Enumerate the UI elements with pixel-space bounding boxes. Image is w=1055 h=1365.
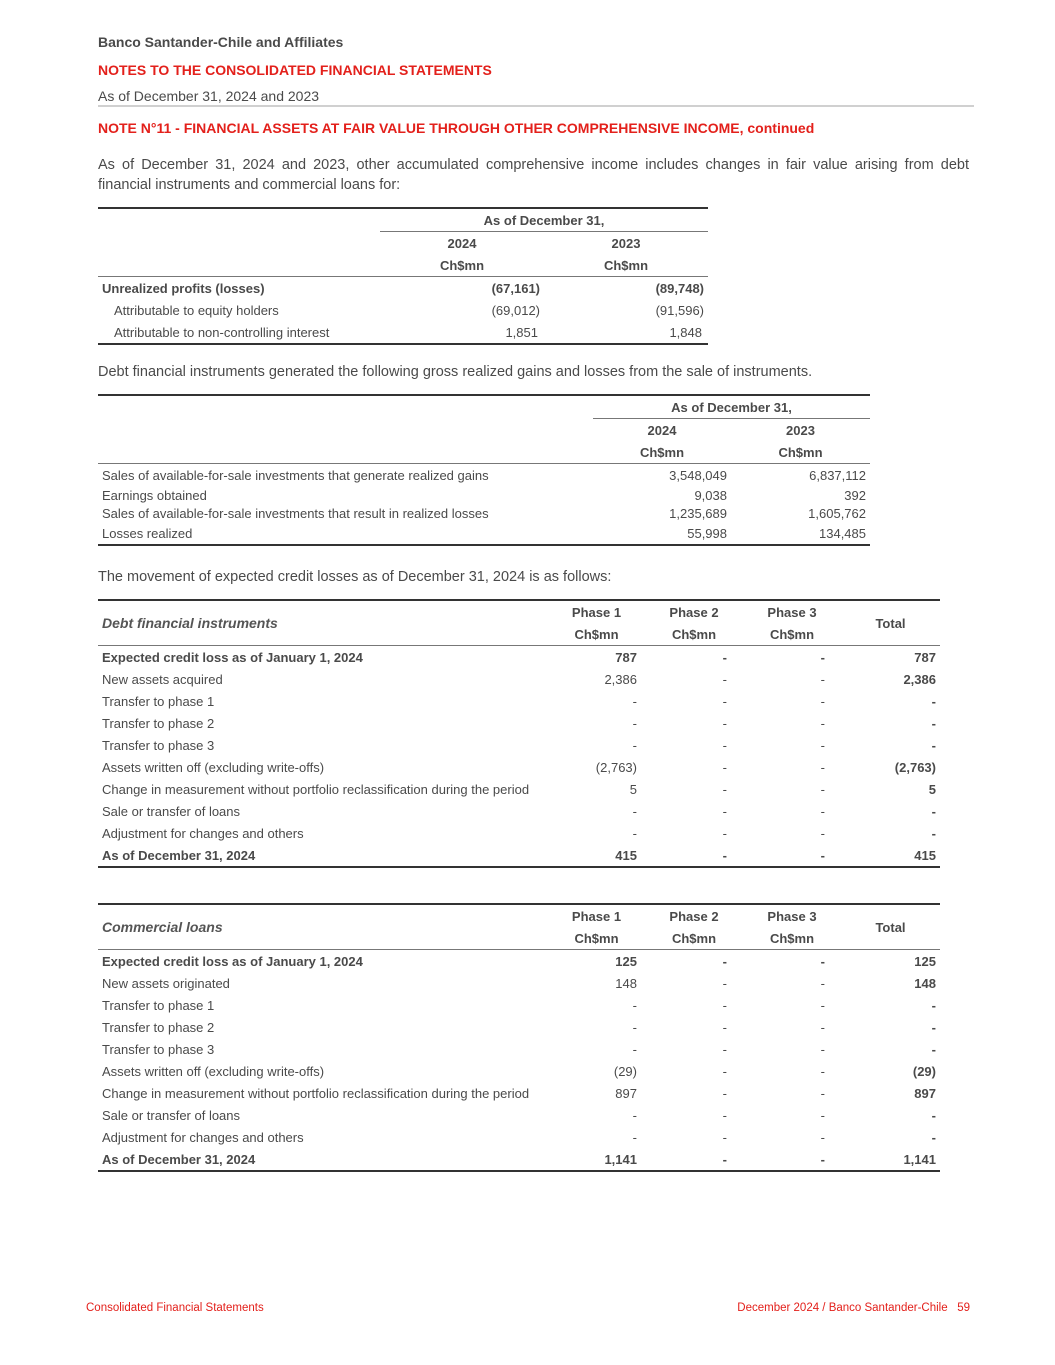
phase-2-cell: -	[722, 693, 727, 709]
unit-header: Ch$mn	[769, 930, 815, 946]
unit-header: Ch$mn	[671, 930, 717, 946]
phase-1-cell: 148	[615, 975, 637, 991]
phase-3-cell: -	[820, 1129, 825, 1145]
table-row	[98, 1104, 940, 1126]
phase-1-cell: -	[632, 737, 637, 753]
phase-2-header: Phase 2	[669, 604, 719, 620]
row-label: Assets written off (excluding write-offs)	[102, 1063, 325, 1079]
total-cell: -	[931, 1041, 936, 1057]
phase-1-cell: 415	[615, 847, 637, 863]
total-cell: -	[931, 693, 936, 709]
row-label: Transfer to phase 2	[102, 715, 215, 731]
row-label: Transfer to phase 3	[102, 1041, 215, 1057]
total-cell: -	[931, 1129, 936, 1145]
table1-year-2024: 2024	[447, 235, 477, 251]
row-label: Change in measurement without portfolio reclassification during the period	[102, 1085, 530, 1101]
table1-unit: Ch$mn	[603, 257, 649, 273]
phase-2-cell: -	[722, 825, 727, 841]
total-cell: -	[931, 1019, 936, 1035]
row-label: Transfer to phase 1	[102, 997, 215, 1013]
phase-3-cell: -	[820, 1019, 825, 1035]
table-title: Commercial loans	[102, 919, 223, 935]
total-cell: (2,763)	[894, 759, 936, 775]
cell-2024: 1,851	[505, 324, 538, 340]
row-label: Transfer to phase 1	[102, 693, 215, 709]
phase-2-cell: -	[722, 803, 727, 819]
cell-2023: 392	[844, 487, 866, 503]
total-cell: -	[931, 803, 936, 819]
phase-3-cell: -	[820, 1041, 825, 1057]
unit-header: Ch$mn	[574, 626, 619, 642]
row-label: Expected credit loss as of January 1, 2024	[102, 649, 363, 665]
phase-1-cell: (29)	[613, 1063, 637, 1079]
row-label: Earnings obtained	[102, 487, 207, 503]
footer-report-label: December 2024 / Banco Santander-Chile	[737, 1302, 948, 1314]
phase-3-cell: -	[820, 715, 825, 731]
table-row	[98, 800, 940, 822]
phase-2-cell: -	[722, 671, 727, 687]
table-row	[98, 299, 708, 321]
total-cell: -	[931, 1107, 936, 1123]
cell-2023: 6,837,112	[809, 467, 866, 483]
row-label: As of December 31, 2024	[102, 1151, 256, 1167]
row-label: Change in measurement without portfolio reclassification during the period	[102, 781, 530, 797]
report-date: As of December 31, 2024 and 2023	[98, 88, 320, 104]
phase-2-cell: -	[722, 1063, 727, 1079]
total-cell: 787	[914, 649, 936, 665]
cell-2024: 55,998	[687, 525, 727, 541]
total-cell: -	[931, 997, 936, 1013]
phase-1-cell: -	[632, 803, 637, 819]
unit-header: Ch$mn	[671, 626, 717, 642]
table-row	[98, 486, 870, 504]
phase-2-cell: -	[722, 997, 727, 1013]
phase-1-cell: -	[632, 693, 637, 709]
table-row	[98, 504, 870, 522]
phase-2-cell: -	[722, 1085, 727, 1101]
phase-1-cell: -	[632, 997, 637, 1013]
ecl-debt-instruments-table	[98, 599, 940, 868]
phase-2-cell: -	[722, 1151, 727, 1167]
phase-2-cell: -	[722, 1019, 727, 1035]
phase-3-cell: -	[820, 759, 825, 775]
phase-3-cell: -	[820, 671, 825, 687]
phase-2-cell: -	[722, 781, 727, 797]
cell-2024: 3,548,049	[669, 467, 727, 483]
phase-2-cell: -	[722, 1107, 727, 1123]
table-row	[98, 822, 940, 844]
row-label: Transfer to phase 2	[102, 1019, 215, 1035]
table2-group-header: As of December 31,	[593, 395, 870, 419]
total-cell: 415	[914, 847, 936, 863]
table-row	[98, 844, 940, 867]
cell-2024: (69,012)	[491, 302, 540, 318]
phase-3-cell: -	[820, 1107, 825, 1123]
phase-1-cell: 897	[615, 1085, 637, 1101]
table-row	[98, 668, 940, 690]
table-row	[98, 1016, 940, 1038]
phase-3-cell: -	[820, 693, 825, 709]
cell-2023: (89,748)	[655, 280, 704, 296]
phase-3-header: Phase 3	[767, 604, 817, 620]
phase-1-cell: -	[632, 1041, 637, 1057]
row-label: Adjustment for changes and others	[102, 825, 304, 841]
table-row	[98, 1060, 940, 1082]
cell-2023: 1,848	[669, 324, 702, 340]
table-row	[98, 994, 940, 1016]
phase-2-cell: -	[722, 1041, 727, 1057]
total-header: Total	[875, 615, 906, 631]
table-row	[98, 756, 940, 778]
phase-1-cell: 787	[615, 649, 637, 665]
table-row	[98, 950, 940, 973]
phase-2-cell: -	[722, 759, 727, 775]
phase-3-cell: -	[820, 825, 825, 841]
page-number: 59	[957, 1302, 970, 1314]
phase-3-cell: -	[820, 847, 825, 863]
phase-3-cell: -	[820, 781, 825, 797]
row-label: Expected credit loss as of January 1, 2024	[102, 953, 363, 969]
phase-2-cell: -	[722, 715, 727, 731]
phase-1-cell: (2,763)	[595, 759, 637, 775]
table-row	[98, 1126, 940, 1148]
table-title: Debt financial instruments	[102, 615, 278, 631]
total-cell: 1,141	[903, 1151, 936, 1167]
ecl-debt-body	[98, 646, 940, 868]
table-row	[98, 972, 940, 994]
oci-changes-table	[98, 207, 708, 345]
notes-title: NOTES TO THE CONSOLIDATED FINANCIAL STATEMENTS	[98, 62, 492, 78]
phase-2-cell: -	[722, 737, 727, 753]
phase-3-cell: -	[820, 975, 825, 991]
phase-2-cell: -	[722, 847, 727, 863]
total-cell: -	[931, 825, 936, 841]
table2-year-2023: 2023	[786, 422, 815, 438]
table1-group-header: As of December 31,	[380, 208, 708, 232]
cell-2024: 9,038	[694, 487, 727, 503]
row-label: Attributable to non-controlling interest	[114, 324, 330, 340]
phase-1-cell: -	[632, 825, 637, 841]
row-label: Unrealized profits (losses)	[102, 280, 265, 296]
realized-gains-table	[98, 394, 870, 546]
phase-3-cell: -	[820, 1085, 825, 1101]
total-cell: -	[931, 715, 936, 731]
footer-page-info	[737, 1302, 970, 1314]
table-row	[98, 277, 708, 300]
table-row	[98, 321, 708, 344]
table-row	[98, 690, 940, 712]
phase-1-cell: -	[632, 1129, 637, 1145]
phase-2-cell: -	[722, 649, 727, 665]
row-label: Losses realized	[102, 525, 193, 541]
note-title: NOTE N°11 - FINANCIAL ASSETS AT FAIR VALUE THROUGH OTHER COMPREHENSIVE INCOME, continued	[98, 120, 815, 136]
phase-3-cell: -	[820, 953, 825, 969]
phase-3-cell: -	[820, 737, 825, 753]
row-label: Transfer to phase 3	[102, 737, 215, 753]
table-row	[98, 1082, 940, 1104]
phase-3-header: Phase 3	[767, 908, 817, 924]
table2-unit: Ch$mn	[778, 444, 823, 460]
table1-unit: Ch$mn	[439, 257, 485, 273]
phase-1-header: Phase 1	[571, 604, 622, 620]
total-cell: 2,386	[903, 671, 936, 687]
table-row	[98, 778, 940, 800]
intro-paragraph: As of December 31, 2024 and 2023, other accumulated comprehensive income includes changes in fair value arising from debt financial instruments and commercial loans for:	[98, 157, 969, 193]
cell-2024: (67,161)	[491, 280, 540, 296]
total-cell: -	[931, 737, 936, 753]
phase-1-cell: -	[632, 715, 637, 731]
phase-1-cell: 125	[615, 953, 637, 969]
phase-3-cell: -	[820, 1151, 825, 1167]
header-divider	[98, 105, 974, 107]
unit-header: Ch$mn	[574, 930, 619, 946]
row-label: Sales of available-for-sale investments that result in realized losses	[102, 505, 489, 521]
table1-year-2023: 2023	[611, 235, 641, 251]
phase-1-header: Phase 1	[571, 908, 622, 924]
phase-3-cell: -	[820, 649, 825, 665]
table-row	[98, 464, 870, 487]
row-label: Sale or transfer of loans	[102, 803, 241, 819]
cell-2023: 1,605,762	[808, 505, 866, 521]
table-row	[98, 1038, 940, 1060]
row-label: New assets originated	[102, 975, 230, 991]
phase-3-cell: -	[820, 997, 825, 1013]
phase-2-header: Phase 2	[669, 908, 719, 924]
phase-1-cell: 1,141	[604, 1151, 637, 1167]
phase-1-cell: 2,386	[604, 671, 637, 687]
total-cell: 897	[914, 1085, 936, 1101]
total-header: Total	[875, 919, 906, 935]
row-label: Assets written off (excluding write-offs)	[102, 759, 325, 775]
phase-2-cell: -	[722, 953, 727, 969]
row-label: As of December 31, 2024	[102, 847, 256, 863]
row-label: Adjustment for changes and others	[102, 1129, 304, 1145]
cell-2024: 1,235,689	[669, 505, 727, 521]
table-row	[98, 712, 940, 734]
row-label: Sales of available-for-sale investments that generate realized gains	[102, 467, 489, 483]
phase-2-cell: -	[722, 975, 727, 991]
total-cell: (29)	[912, 1063, 936, 1079]
table-row	[98, 734, 940, 756]
total-cell: 148	[914, 975, 936, 991]
phase-1-cell: -	[632, 1107, 637, 1123]
total-cell: 5	[928, 781, 936, 797]
table-row	[98, 646, 940, 669]
cell-2023: (91,596)	[655, 302, 704, 318]
phase-1-cell: -	[632, 1019, 637, 1035]
phase-3-cell: -	[820, 1063, 825, 1079]
phase-1-cell: 5	[629, 781, 637, 797]
cell-2023: 134,485	[819, 525, 866, 541]
total-cell: 125	[914, 953, 936, 969]
table2-year-2024: 2024	[647, 422, 677, 438]
table-row	[98, 522, 870, 545]
row-label: Sale or transfer of loans	[102, 1107, 241, 1123]
row-label: New assets acquired	[102, 671, 223, 687]
table-row	[98, 1148, 940, 1171]
phase-3-cell: -	[820, 803, 825, 819]
ecl-commercial-body	[98, 950, 940, 1172]
footer-section-label: Consolidated Financial Statements	[86, 1302, 264, 1314]
phase-2-cell: -	[722, 1129, 727, 1145]
realized-gains-paragraph: Debt financial instruments generated the following gross realized gains and losses from the sale of instruments.	[98, 364, 813, 380]
ecl-paragraph: The movement of expected credit losses as of December 31, 2024 is as follows:	[98, 569, 612, 585]
unit-header: Ch$mn	[769, 626, 815, 642]
table2-unit: Ch$mn	[639, 444, 685, 460]
row-label: Attributable to equity holders	[114, 302, 279, 318]
ecl-commercial-loans-table	[98, 903, 940, 1172]
company-name: Banco Santander-Chile and Affiliates	[98, 34, 344, 50]
